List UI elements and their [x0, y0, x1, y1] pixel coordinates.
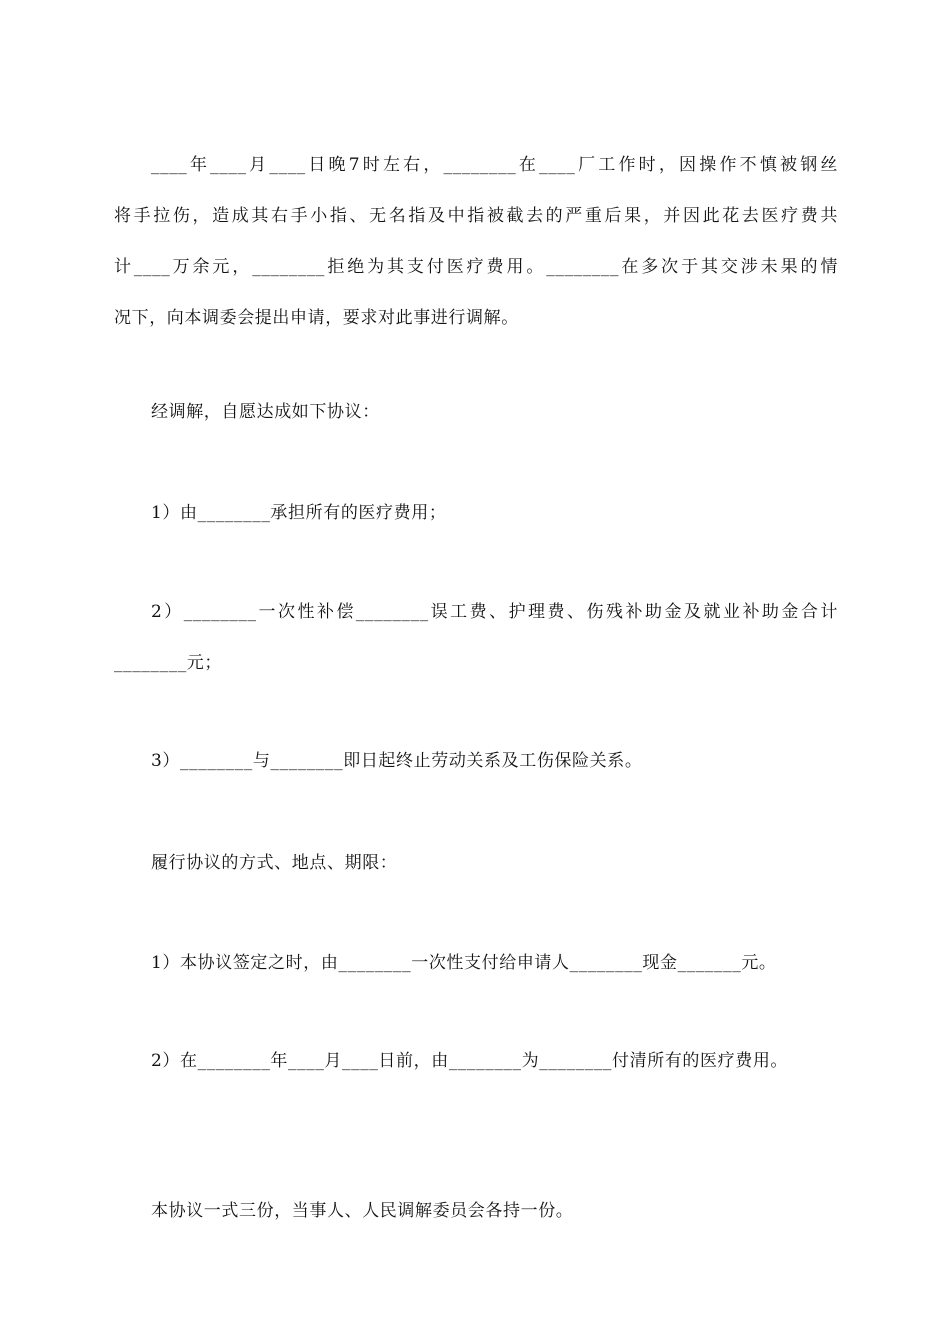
performance-item-1: 1）本协议签定之时，由________一次性支付给申请人________现金_______元。	[151, 953, 777, 973]
agreement-heading: 经调解，自愿达成如下协议：	[151, 402, 380, 422]
copies-note: 本协议一式三份，当事人、人民调解委员会各持一份。	[151, 1201, 574, 1221]
performance-heading: 履行协议的方式、地点、期限：	[151, 853, 398, 873]
intro-paragraph	[114, 140, 838, 344]
intro-line-1: ____年____月____日晚7时左右，________在____厂工作时，因操作不慎被钢丝	[151, 155, 838, 175]
agreement-item-2	[114, 587, 838, 689]
intro-line-3: 计____万余元，________拒绝为其支付医疗费用。________在多次于其交涉未果的情	[114, 257, 838, 277]
agreement-item-2-line-2: ________元；	[114, 653, 222, 673]
intro-line-2: 将手拉伤，造成其右手小指、无名指及中指被截去的严重后果，并因此花去医疗费共	[114, 206, 838, 226]
agreement-item-3: 3）________与________即日起终止劳动关系及工伤保险关系。	[151, 751, 643, 771]
agreement-item-1: 1）由________承担所有的医疗费用；	[151, 503, 447, 523]
agreement-item-2-line-1: 2）________一次性补偿________误工费、护理费、伤残补助金及就业补助金合计	[151, 602, 838, 622]
performance-item-2: 2）在________年____月____日前，由________为________付清所有的医疗费用。	[151, 1051, 789, 1071]
intro-line-4: 况下，向本调委会提出申请，要求对此事进行调解。	[114, 308, 519, 328]
